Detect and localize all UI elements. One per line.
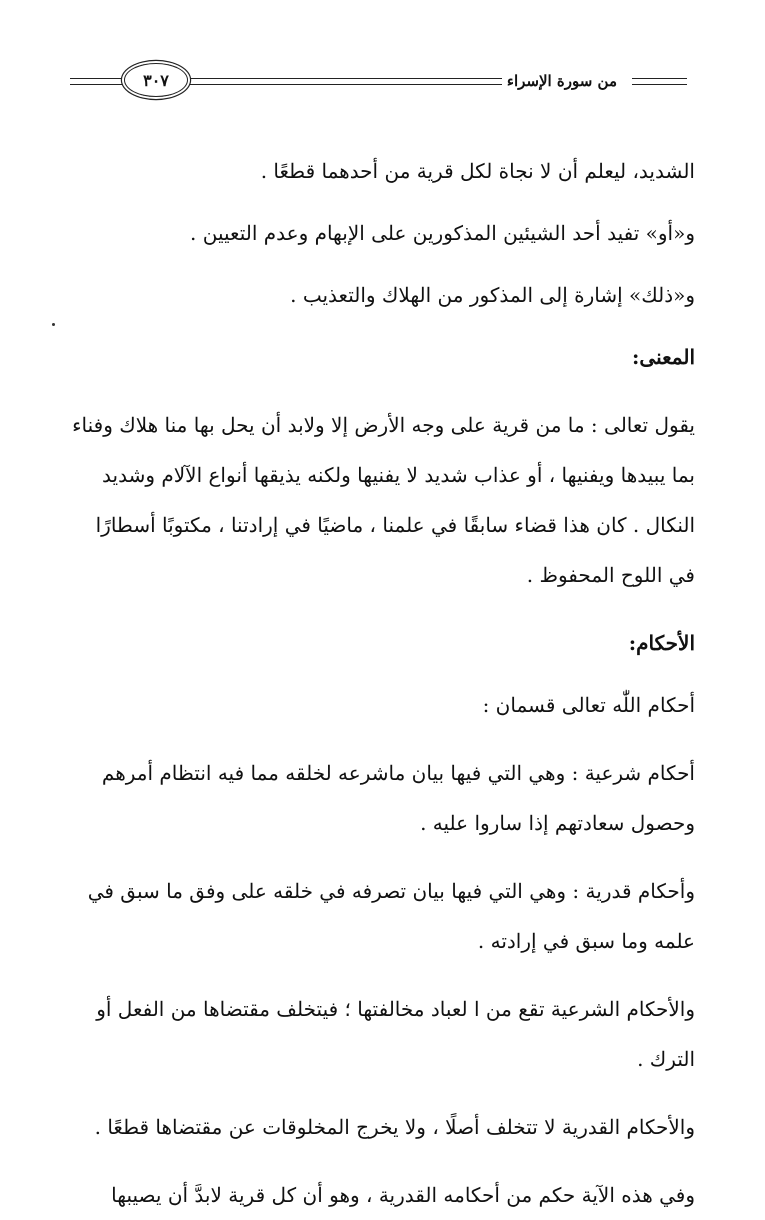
header-rule-right: [632, 78, 687, 85]
paragraph: والأحكام القدرية لا تتخلف أصلًا ، ولا يخرج المخلوقات عن مقتضاها قطعًا .: [94, 1115, 695, 1139]
paragraph: وفي هذه الآية حكم من أحكامه القدرية ، وهو أن كل قرية لابدَّ أن يصيبها: [111, 1183, 695, 1207]
section-heading-meaning: المعنى:: [632, 345, 695, 369]
paragraph: يقول تعالى : ما من قرية على وجه الأرض إلا ولابد أن يحل بها منا هلاك وفناء بما يبيدها ويفنيها ، أو عذاب شديد لا يفنيها ولكنه يذيقها أنواع الآلام وشديد النكال . كان هذا قضاء سابقًا في علمنا ، ماضيًا في إرادتنا ، مكتوبًا أسطارًا في اللوح المحفوظ .: [72, 413, 695, 587]
margin-dot: [52, 323, 55, 326]
paragraph: و«ذلك» إشارة إلى المذكور من الهلاك والتعذيب .: [290, 283, 695, 307]
paragraph: وأحكام قدرية : وهي التي فيها بيان تصرفه في خلقه على وفق ما سبق في علمه وما سبق في إرادته .: [87, 879, 695, 953]
paragraph: أحكام شرعية : وهي التي فيها بيان ماشرعه لخلقه مما فيه انتظام أمرهم وحصول سعادتهم إذا ساروا عليه .: [101, 761, 695, 835]
header-rule-middle: [190, 78, 502, 85]
paragraph: الشديد، ليعلم أن لا نجاة لكل قرية من أحدهما قطعًا .: [260, 159, 695, 183]
page-number: ٣٠٧: [124, 63, 188, 97]
paragraph: و«أو» تفيد أحد الشيئين المذكورين على الإبهام وعدم التعيين .: [190, 221, 695, 245]
page-body: [70, 146, 695, 1220]
section-heading-rulings: الأحكام:: [628, 631, 695, 655]
paragraph: والأحكام الشرعية تقع من ا لعباد مخالفتها ؛ فيتخلف مقتضاها من الفعل أو الترك .: [96, 997, 695, 1071]
running-title: من سورة الإسراء: [506, 72, 617, 90]
header-rule-left: [70, 78, 122, 85]
paragraph: أحكام اللّٰه تعالى قسمان :: [482, 693, 695, 717]
